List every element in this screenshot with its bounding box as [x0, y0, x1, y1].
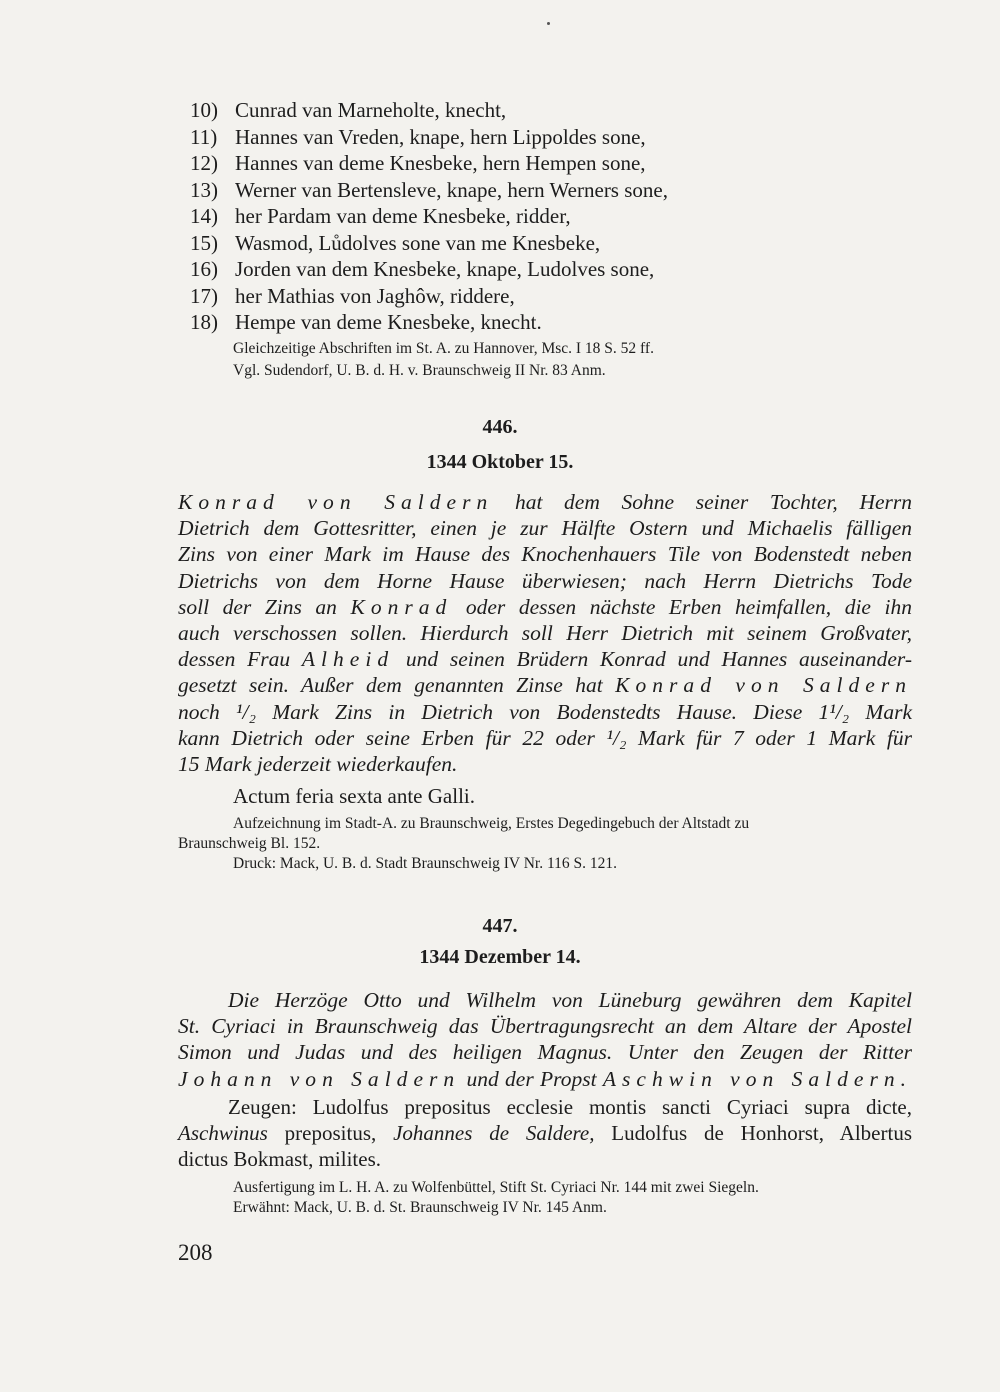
list-item: 10) Cunrad van Marneholte, knecht,	[190, 98, 507, 122]
list-item: 12) Hannes van deme Knesbeke, hern Hempen sone,	[190, 151, 646, 175]
witness-list	[190, 97, 890, 336]
page-number: 208	[178, 1240, 213, 1265]
regest-line: auch verschossen sollen. Hierdurch soll Herr Dietrich mit seinem Großvater,	[178, 621, 912, 646]
witness-paragraph	[178, 1094, 912, 1172]
source-note: Ausfertigung im L. H. A. zu Wolfenbüttel, Stift St. Cyriaci Nr. 144 mit zwei Siegeln.	[233, 1179, 759, 1196]
regest-line: Die Herzöge Otto und Wilhelm von Lüneburg gewähren dem Kapitel	[228, 988, 912, 1012]
speck	[547, 22, 550, 25]
source-note: Gleichzeitige Abschriften im St. A. zu Hannover, Msc. I 18 S. 52 ff.	[233, 340, 654, 357]
regest-line: Dietrichs von dem Horne Hause überwiesen; nach Herrn Dietrichs Tode	[178, 568, 912, 593]
document-number: 447.	[482, 915, 518, 937]
regest	[178, 489, 912, 777]
regest-line: Konrad von Saldern hat dem Sohne seiner Tochter, Herrn	[178, 490, 912, 514]
regest-line: Simon und Judas und des heiligen Magnus. Unter den Zeugen der Ritter	[178, 1040, 912, 1065]
document-date: 1344 Oktober 15.	[426, 451, 574, 473]
document-date: 1344 Dezember 14.	[419, 946, 581, 968]
actum-line: Actum feria sexta ante Galli.	[233, 784, 475, 808]
print-note: Druck: Mack, U. B. d. Stadt Braunschweig IV Nr. 116 S. 121.	[233, 855, 618, 872]
document-number: 446.	[482, 416, 518, 438]
list-item: 16) Jorden van dem Knesbeke, knape, Ludolves sone,	[190, 257, 655, 281]
list-item: 14) her Pardam van deme Knesbeke, ridder,	[190, 204, 571, 228]
list-item: 13) Werner van Bertensleve, knape, hern Werners sone,	[190, 177, 668, 202]
regest-line: dessen Frau Alheid und seinen Brüdern Konrad und Hannes auseinander-	[178, 647, 912, 672]
regest	[178, 987, 912, 1092]
body-line: Aschwinus prepositus, Johannes de Saldere, Ludolfus de Honhorst, Albertus	[178, 1121, 912, 1145]
regest-line: 15 Mark jederzeit wiederkaufen.	[178, 752, 458, 777]
regest-line: soll der Zins an Konrad oder dessen nächste Erben heimfallen, die ihn	[178, 594, 912, 619]
regest-line: Zins von einer Mark im Hause des Knochenhauers Tile von Bodenstedt neben	[178, 542, 912, 567]
reference-note: Vgl. Sudendorf, U. B. d. H. v. Braunschweig II Nr. 83 Anm.	[233, 362, 606, 379]
source-note: Braunschweig Bl. 152.	[178, 835, 321, 852]
list-item: 17) her Mathias von Jaghôw, riddere,	[190, 283, 515, 308]
regest-line: kann Dietrich oder seine Erben für 22 oder ¹/₂ Mark für 7 oder 1 Mark für	[178, 725, 912, 750]
regest-line: Johann von Saldern und der Propst Aschwin von Saldern.	[178, 1066, 912, 1091]
regest-line: noch ¹/₂ Mark Zins in Dietrich von Bodenstedts Hause. Diese 1¹/₂ Mark	[178, 699, 912, 724]
regest-line: St. Cyriaci in Braunschweig das Übertragungsrecht an dem Altare der Apostel	[178, 1014, 912, 1039]
list-item: 11) Hannes van Vreden, knape, hern Lippoldes sone,	[190, 124, 646, 149]
regest-line: Dietrich dem Gottesritter, einen je zur Hälfte Ostern und Michaelis fälligen	[178, 516, 912, 541]
list-item: 18) Hempe van deme Knesbeke, knecht.	[190, 310, 542, 334]
source-note: Aufzeichnung im Stadt-A. zu Braunschweig, Erstes Degedingebuch der Altstadt zu	[233, 815, 750, 832]
regest-line: gesetzt sein. Außer dem genannten Zinse hat Konrad von Saldern	[178, 673, 912, 698]
body-line: dictus Bokmast, milites.	[178, 1147, 381, 1171]
reference-note: Erwähnt: Mack, U. B. d. St. Braunschweig IV Nr. 145 Anm.	[233, 1199, 607, 1216]
list-item: 15) Wasmod, Lůdolves sone van me Knesbeke,	[190, 230, 601, 255]
body-line: Zeugen: Ludolfus prepositus ecclesie montis sancti Cyriaci supra dicte,	[228, 1095, 912, 1119]
